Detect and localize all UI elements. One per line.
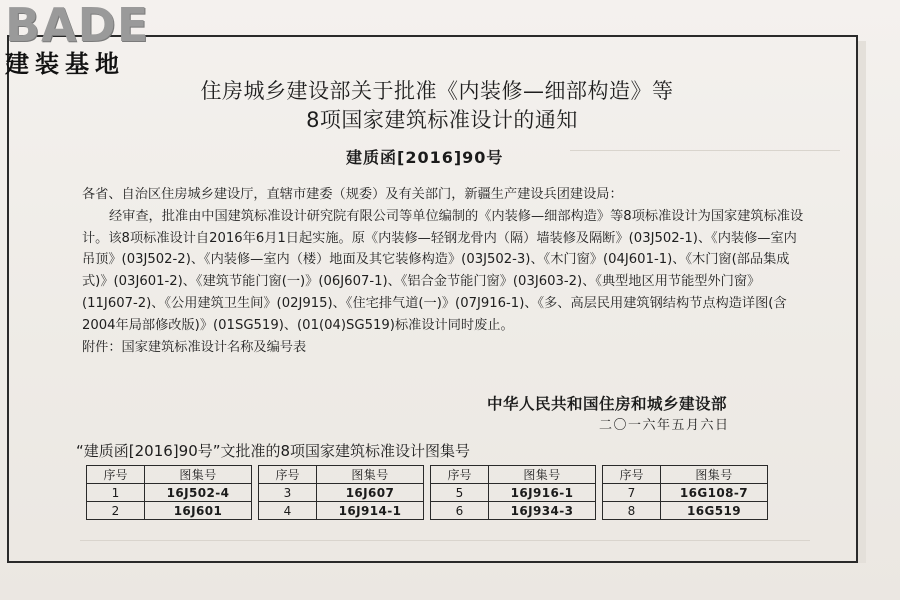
header-no: 序号 bbox=[431, 466, 489, 484]
header-code: 图集号 bbox=[317, 466, 424, 484]
body-paragraph: 经审查，批准由中国建筑标准设计研究院有限公司等单位编制的《内装修—细部构造》等8项标准设计为国家建筑标准设计。该8项标准设计自2016年6月1日起实施。原《内装修—轻钢龙骨内（隔）墙装修及隔断》(03J502-1)、《内装修—室内吊顶》(03J502-2)、《内装修—室内（楼）地面及其它装修构造》(03J502-3)、《木门窗》(04J601-1)、《木门窗(部品集成式)》(03J601-2)、《建筑节能门窗(一)》(06J607-1)、《铝合金节能门窗》(03J603-2)、《典型地区用节能型外门窗》(11J607-2)、《公用建筑卫生间》(02J915)、《住宅排气道(一)》(07J916-1)、《多、高层民用建筑钢结构节点构造详图(含2004年局部修改版)》(01SG519)、(01(04)SG519)标准设计同时废止。 bbox=[82, 208, 804, 333]
table-header-row bbox=[87, 466, 768, 484]
cell-code: 16J502-4 bbox=[145, 484, 252, 502]
cell-code: 16J934-3 bbox=[489, 502, 596, 520]
cell-code: 16J607 bbox=[317, 484, 424, 502]
cell-no: 6 bbox=[431, 502, 489, 520]
table-row bbox=[87, 484, 768, 502]
logo-mark: BADE bbox=[5, 0, 150, 52]
header-no: 序号 bbox=[603, 466, 661, 484]
document-number: 建质函[2016]90号 bbox=[346, 148, 504, 167]
issue-date: 二〇一六年五月六日 bbox=[599, 418, 730, 433]
cell-code: 16G519 bbox=[661, 502, 768, 520]
bleed-through-line bbox=[570, 150, 840, 151]
attachment-note: 附件：国家建筑标准设计名称及编号表 bbox=[82, 339, 307, 355]
atlas-number-table bbox=[86, 465, 768, 520]
cell-code: 16J601 bbox=[145, 502, 252, 520]
cell-no: 7 bbox=[603, 484, 661, 502]
notice-title-line2: 8项国家建筑标准设计的通知 bbox=[306, 108, 578, 132]
bleed-through-line bbox=[80, 540, 810, 541]
table-row bbox=[87, 502, 768, 520]
header-code: 图集号 bbox=[145, 466, 252, 484]
cell-no: 3 bbox=[259, 484, 317, 502]
notice-body bbox=[82, 184, 804, 358]
header-code: 图集号 bbox=[489, 466, 596, 484]
notice-title-line1: 住房城乡建设部关于批准《内装修—细部构造》等 bbox=[200, 79, 674, 103]
header-code: 图集号 bbox=[661, 466, 768, 484]
cell-code: 16J916-1 bbox=[489, 484, 596, 502]
cell-no: 1 bbox=[87, 484, 145, 502]
cell-no: 2 bbox=[87, 502, 145, 520]
addressees: 各省、自治区住房城乡建设厅，直辖市建委（规委）及有关部门，新疆生产建设兵团建设局： bbox=[82, 187, 623, 202]
issuer: 中华人民共和国住房和城乡建设部 bbox=[487, 395, 728, 413]
header-no: 序号 bbox=[87, 466, 145, 484]
brand-logo bbox=[5, 2, 175, 78]
logo-subtitle: 建装基地 bbox=[5, 50, 125, 78]
cell-no: 8 bbox=[603, 502, 661, 520]
cell-no: 5 bbox=[431, 484, 489, 502]
table-caption: “建质函[2016]90号”文批准的8项国家建筑标准设计图集号 bbox=[76, 442, 471, 460]
cell-code: 16J914-1 bbox=[317, 502, 424, 520]
cell-no: 4 bbox=[259, 502, 317, 520]
header-no: 序号 bbox=[259, 466, 317, 484]
cell-code: 16G108-7 bbox=[661, 484, 768, 502]
